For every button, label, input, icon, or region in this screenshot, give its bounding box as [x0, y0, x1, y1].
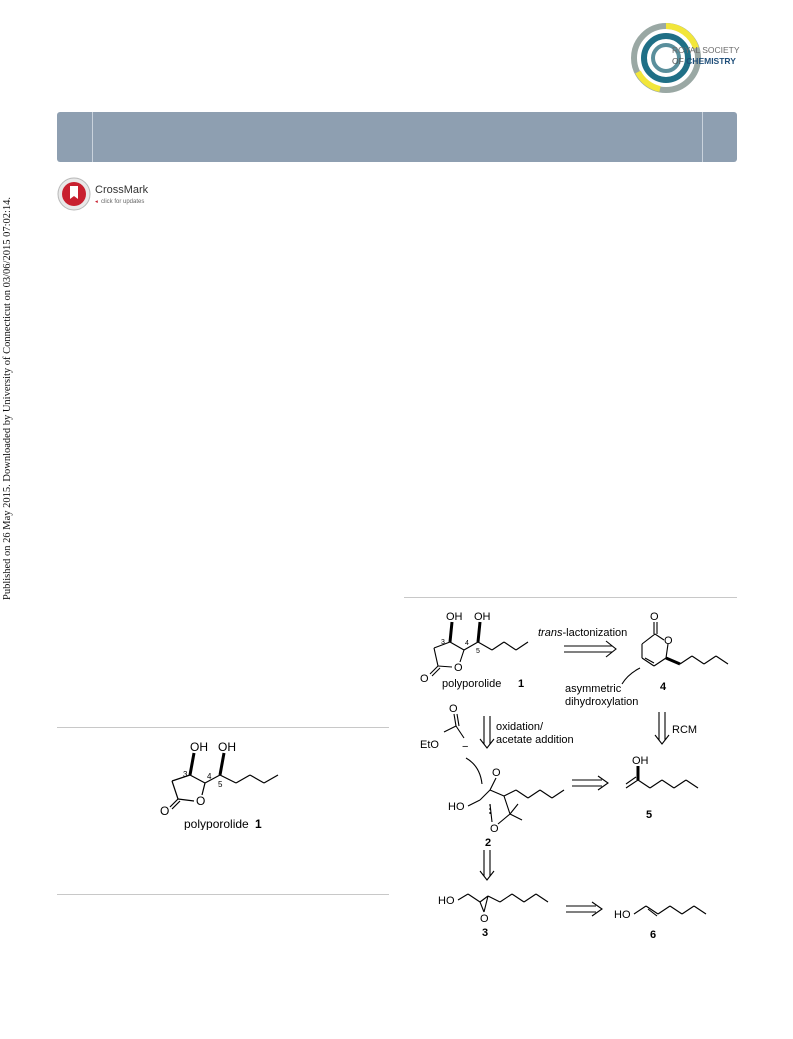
curved-arrow — [622, 668, 640, 684]
compound-number: 5 — [646, 809, 653, 821]
retro-arrow-head — [480, 739, 494, 748]
bond — [170, 799, 178, 807]
compound-number: 1 — [255, 817, 262, 830]
step-label-lactonization — [538, 627, 627, 639]
acetonide-oxygen-label: O — [490, 823, 499, 835]
bond — [488, 896, 500, 902]
bond — [490, 778, 496, 790]
download-note: Published on 26 May 2015. Downloaded by University of Connecticut on 03/06/2015 07:02:14. — [2, 196, 13, 600]
bond — [172, 801, 180, 809]
bond — [504, 642, 516, 650]
wedge-bond — [478, 622, 480, 642]
ring-oxygen-label: O — [196, 794, 206, 808]
bond — [680, 656, 692, 664]
bond — [510, 814, 522, 820]
bond — [444, 726, 456, 732]
bond — [510, 804, 518, 814]
bond — [250, 775, 264, 783]
bond — [264, 775, 278, 783]
carbon-number: 5 — [476, 648, 480, 655]
carbon-number: 3 — [441, 639, 445, 646]
bond — [468, 894, 480, 902]
hydroxyl-label: HO — [614, 909, 631, 921]
bond — [716, 656, 728, 664]
bond — [458, 894, 468, 900]
wedge-bond — [450, 622, 452, 642]
bond — [512, 894, 524, 902]
step-label-dihydroxylation: dihydroxylation — [565, 696, 639, 708]
bond — [516, 790, 528, 798]
bond — [432, 668, 440, 676]
crossmark-subtitle: click for updates — [101, 199, 145, 205]
hydroxyl-label: HO — [438, 895, 455, 907]
rsc-logo — [630, 20, 742, 96]
reagent-oxygen: O — [449, 703, 458, 715]
bond — [492, 642, 504, 650]
bond — [434, 648, 438, 666]
bond — [655, 634, 664, 640]
header-banner — [57, 112, 737, 162]
logo-line1: ROYAL SOCIETY — [672, 45, 740, 55]
bond — [626, 780, 638, 788]
compound-number: 6 — [650, 929, 657, 940]
bond — [662, 780, 674, 788]
compound-number: 3 — [482, 927, 489, 939]
step-label-rest: -lactonization — [562, 627, 628, 639]
crossmark-title: CrossMark — [95, 184, 149, 196]
bond — [516, 642, 528, 650]
crossmark-arrow-icon: ◂ — [95, 199, 98, 205]
curved-arrow — [466, 758, 482, 784]
carbonyl-oxygen-label: O — [650, 611, 659, 623]
bond — [670, 906, 682, 914]
bond — [524, 894, 536, 902]
acetonide-oxygen-label: O — [492, 767, 501, 779]
retro-arrow-head — [480, 871, 494, 880]
bond — [438, 666, 452, 667]
bond — [478, 642, 492, 650]
ring-oxygen-label: O — [454, 662, 463, 674]
logo-line2 — [672, 56, 736, 66]
step-label-oxidation: oxidation/ — [496, 721, 544, 733]
bond — [498, 814, 510, 824]
bond — [456, 726, 464, 738]
hydroxyl-label: OH — [474, 611, 491, 623]
compound-number: 1 — [518, 678, 525, 690]
scheme-rule-top — [404, 597, 737, 598]
compound-number: 2 — [485, 837, 492, 849]
hydroxyl-label: HO — [448, 801, 465, 813]
step-label-acetate: acetate addition — [496, 734, 574, 746]
compound-name: polyporolide — [184, 817, 249, 830]
bond — [634, 906, 646, 914]
bond — [686, 780, 698, 788]
bond — [468, 800, 480, 806]
carbonyl-oxygen-label: O — [420, 673, 429, 685]
retrosynthesis-scheme — [404, 600, 740, 940]
bond — [460, 650, 464, 662]
banner-divider — [92, 112, 93, 162]
wedge-bond — [666, 658, 680, 664]
bond — [504, 790, 516, 796]
hydroxyl-label: OH — [632, 755, 649, 767]
bond — [552, 790, 564, 798]
bond — [704, 656, 716, 664]
bond — [674, 780, 686, 788]
bond — [450, 642, 464, 650]
wedge-bond — [220, 753, 224, 775]
bond — [540, 790, 552, 798]
ring-oxygen-label: O — [664, 635, 673, 647]
epoxide-oxygen-label: O — [480, 913, 489, 925]
retro-arrow-head — [606, 641, 616, 657]
banner-divider — [702, 112, 703, 162]
carbon-number: 4 — [207, 772, 212, 781]
bond — [650, 780, 662, 788]
bond — [457, 714, 459, 726]
bond — [500, 894, 512, 902]
retro-arrow-head — [655, 735, 669, 744]
bond — [658, 906, 670, 914]
retro-arrow-head — [598, 776, 608, 790]
bond — [172, 781, 178, 799]
bond — [454, 714, 456, 726]
step-label-asymmetric: asymmetric — [565, 683, 622, 695]
bond — [504, 796, 510, 814]
bond — [236, 775, 250, 783]
bond — [430, 666, 438, 674]
polyporolide-figure — [150, 735, 290, 830]
hydroxyl-label: OH — [218, 740, 236, 754]
carbon-number: 5 — [218, 780, 223, 789]
reagent-ethoxy: EtO — [420, 739, 439, 751]
figure-rule-bottom — [57, 894, 389, 895]
bond — [638, 780, 650, 788]
step-label-italic: trans — [538, 627, 563, 639]
reagent-charge: − — [462, 741, 469, 753]
compound-number: 4 — [660, 681, 667, 693]
carbon-number: 4 — [465, 640, 469, 647]
logo-line2-main: CHEMISTRY — [686, 56, 736, 66]
carbon-number: 3 — [183, 770, 188, 779]
step-label-rcm: RCM — [672, 724, 698, 736]
retro-arrow-head — [592, 902, 602, 916]
bond — [480, 790, 490, 800]
bond — [536, 894, 548, 902]
wedge-bond — [190, 753, 194, 775]
carbonyl-oxygen-label: O — [160, 804, 170, 818]
crossmark-badge[interactable] — [57, 176, 157, 212]
bond — [692, 656, 704, 664]
logo-line2-prefix: OF — [672, 56, 687, 66]
bond — [480, 902, 484, 912]
bond — [642, 634, 655, 644]
bond — [694, 906, 706, 914]
hydroxyl-label: OH — [446, 611, 463, 623]
bond — [178, 799, 194, 801]
bond — [190, 775, 205, 783]
figure-rule-top — [57, 727, 389, 728]
bond — [490, 790, 504, 796]
bond — [654, 658, 666, 666]
bond — [682, 906, 694, 914]
hydroxyl-label: OH — [190, 740, 208, 754]
bond — [528, 790, 540, 798]
compound-name: polyporolide — [442, 678, 502, 690]
